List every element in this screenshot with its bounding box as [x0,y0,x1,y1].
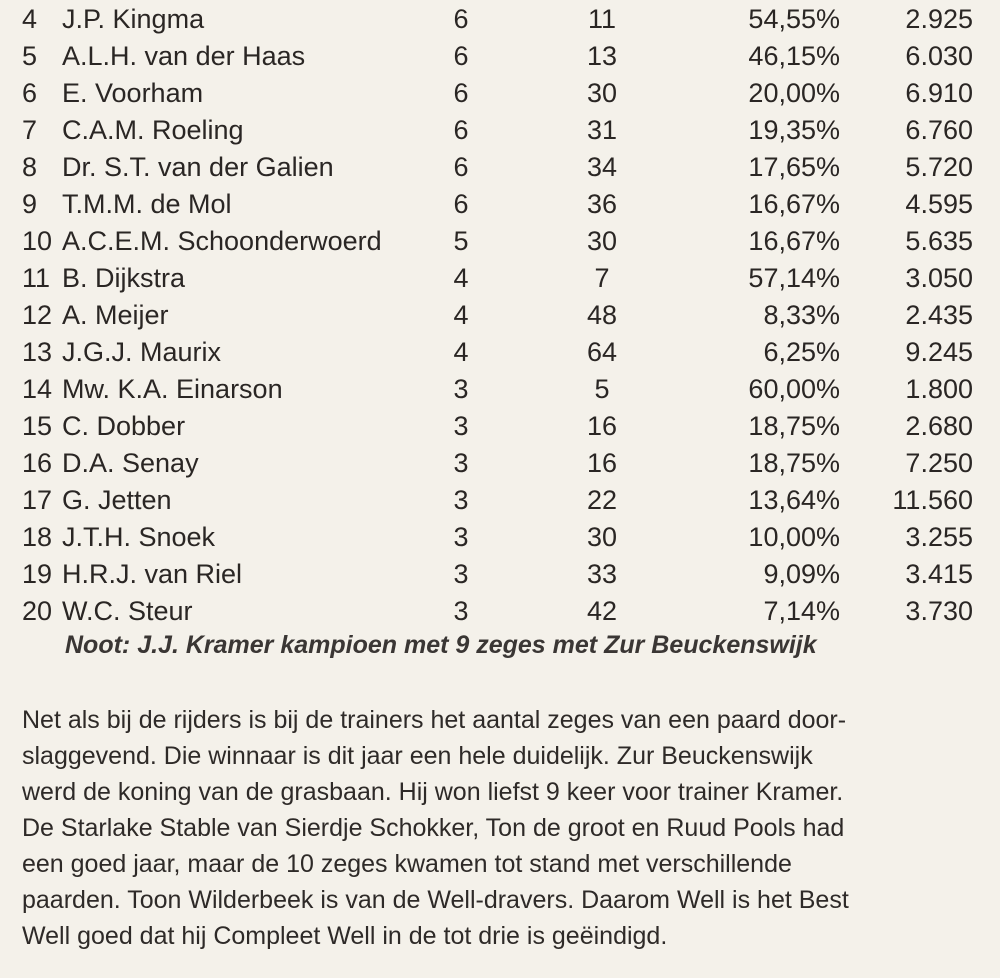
starts-cell: 30 [586,78,618,108]
note-text: Noot: J.J. Kramer kampioen met 9 zeges met Zur Beuckenswijk [65,631,817,659]
rank-cell: 18 [22,522,53,552]
rank-cell: 17 [22,485,53,515]
table-row [0,75,1000,112]
name-cell: B. Dijkstra [62,263,186,293]
wins-cell: 6 [453,115,469,145]
starts-cell: 16 [586,411,618,441]
starts-cell: 33 [586,559,618,589]
starts-cell: 36 [586,189,618,219]
wins-cell: 6 [453,152,469,182]
starts-cell: 5 [594,374,610,404]
table-row [0,593,1000,630]
earnings-cell: 2.925 [905,4,973,34]
rank-cell: 9 [22,189,38,219]
starts-cell: 31 [586,115,618,145]
starts-cell: 42 [586,596,618,626]
paragraph-line: De Starlake Stable van Sierdje Schokker, Ton de groot en Ruud Pools had [22,814,845,842]
earnings-cell: 6.910 [905,78,973,108]
rank-cell: 5 [22,41,38,71]
percentage-cell: 13,64% [748,485,840,515]
rank-cell: 19 [22,559,53,589]
wins-cell: 6 [453,189,469,219]
percentage-cell: 10,00% [748,522,840,552]
percentage-cell: 8,33% [763,300,840,330]
rank-cell: 14 [22,374,53,404]
table-row [0,556,1000,593]
wins-cell: 3 [453,374,469,404]
earnings-cell: 3.255 [905,522,973,552]
rank-cell: 15 [22,411,53,441]
trainer-standings-table [0,1,1000,630]
starts-cell: 11 [587,4,617,34]
starts-cell: 16 [586,448,618,478]
starts-cell: 13 [586,41,618,71]
earnings-cell: 4.595 [905,189,973,219]
earnings-cell: 3.730 [905,596,973,626]
starts-cell: 30 [586,522,618,552]
rank-cell: 13 [22,337,53,367]
name-cell: E. Voorham [62,78,204,108]
rank-cell: 10 [22,226,53,256]
wins-cell: 3 [453,596,469,626]
earnings-cell: 2.680 [905,411,973,441]
starts-cell: 48 [586,300,618,330]
earnings-cell: 2.435 [905,300,973,330]
rank-cell: 4 [22,4,38,34]
name-cell: J.P. Kingma [62,4,205,34]
wins-cell: 3 [453,559,469,589]
wins-cell: 4 [453,300,469,330]
paragraph-line: slaggevend. Die winnaar is dit jaar een hele duidelijk. Zur Beuckenswijk [22,742,813,770]
earnings-cell: 3.050 [905,263,973,293]
percentage-cell: 46,15% [748,41,840,71]
paragraph-line: Net als bij de rijders is bij de trainers het aantal zeges van een paard door- [22,706,847,734]
wins-cell: 6 [453,4,469,34]
name-cell: J.T.H. Snoek [62,522,216,552]
percentage-cell: 16,67% [748,226,840,256]
wins-cell: 6 [453,41,469,71]
wins-cell: 3 [453,411,469,441]
percentage-cell: 6,25% [763,337,840,367]
percentage-cell: 7,14% [763,596,840,626]
name-cell: D.A. Senay [62,448,199,478]
name-cell: J.G.J. Maurix [62,337,222,367]
table-row [0,112,1000,149]
wins-cell: 3 [453,522,469,552]
name-cell: G. Jetten [62,485,172,515]
name-cell: A.C.E.M. Schoonderwoerd [62,226,382,256]
name-cell: C. Dobber [62,411,186,441]
rank-cell: 20 [22,596,53,626]
percentage-cell: 18,75% [748,448,840,478]
table-row [0,260,1000,297]
wins-cell: 5 [453,226,469,256]
earnings-cell: 3.415 [905,559,973,589]
paragraph-line: een goed jaar, maar de 10 zeges kwamen tot stand met verschillende [22,850,792,878]
percentage-cell: 20,00% [748,78,840,108]
rank-cell: 6 [22,78,38,108]
earnings-cell: 11.560 [892,485,973,515]
name-cell: C.A.M. Roeling [62,115,244,145]
table-row [0,186,1000,223]
table-row [0,38,1000,75]
rank-cell: 16 [22,448,53,478]
percentage-cell: 60,00% [748,374,840,404]
name-cell: T.M.M. de Mol [62,189,232,219]
percentage-cell: 9,09% [763,559,840,589]
percentage-cell: 19,35% [748,115,840,145]
name-cell: W.C. Steur [62,596,193,626]
earnings-cell: 1.800 [905,374,973,404]
rank-cell: 7 [22,115,38,145]
table-row [0,408,1000,445]
name-cell: Dr. S.T. van der Galien [62,152,334,182]
table-row [0,445,1000,482]
paragraph-line: werd de koning van de grasbaan. Hij won liefst 9 keer voor trainer Kramer. [22,778,844,806]
name-cell: Mw. K.A. Einarson [62,374,283,404]
percentage-cell: 16,67% [748,189,840,219]
percentage-cell: 57,14% [748,263,840,293]
wins-cell: 4 [453,263,469,293]
table-row [0,519,1000,556]
table-row [0,149,1000,186]
starts-cell: 7 [594,263,610,293]
paragraph-line: Well goed dat hij Compleet Well in de tot drie is geëindigd. [22,922,668,950]
earnings-cell: 7.250 [905,448,973,478]
wins-cell: 3 [453,485,469,515]
paragraph-line: paarden. Toon Wilderbeek is van de Well-dravers. Daarom Well is het Best [22,886,849,914]
rank-cell: 8 [22,152,38,182]
name-cell: A. Meijer [62,300,169,330]
table-row [0,334,1000,371]
table-body [0,1,1000,630]
article-paragraph [22,702,992,954]
wins-cell: 4 [453,337,469,367]
starts-cell: 64 [586,337,618,367]
percentage-cell: 18,75% [748,411,840,441]
table-row [0,1,1000,38]
earnings-cell: 9.245 [905,337,973,367]
earnings-cell: 5.720 [905,152,973,182]
earnings-cell: 6.760 [905,115,973,145]
percentage-cell: 54,55% [748,4,840,34]
name-cell: H.R.J. van Riel [62,559,243,589]
rank-cell: 11 [22,263,51,293]
starts-cell: 22 [586,485,618,515]
earnings-cell: 6.030 [905,41,973,71]
table-row [0,371,1000,408]
table-row [0,223,1000,260]
table-row [0,297,1000,334]
earnings-cell: 5.635 [905,226,973,256]
wins-cell: 6 [453,78,469,108]
starts-cell: 30 [586,226,618,256]
wins-cell: 3 [453,448,469,478]
starts-cell: 34 [586,152,618,182]
table-row [0,482,1000,519]
percentage-cell: 17,65% [748,152,840,182]
name-cell: A.L.H. van der Haas [62,41,306,71]
rank-cell: 12 [22,300,53,330]
